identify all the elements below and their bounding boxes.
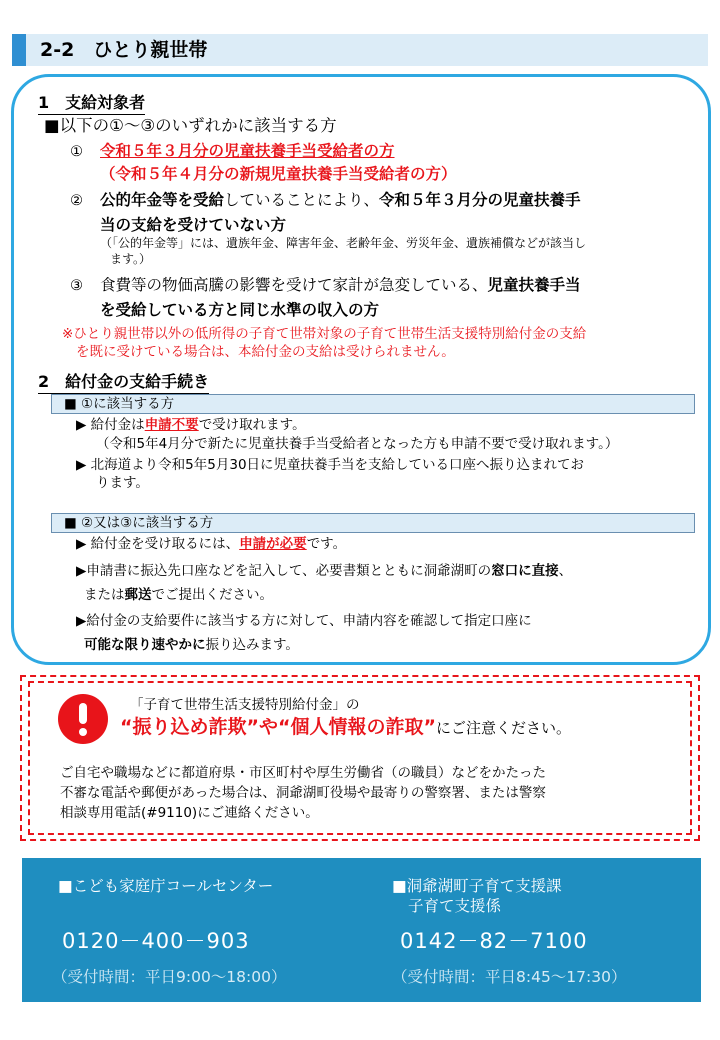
case1-b1-red: 申請不要 xyxy=(144,417,199,433)
warning-body-line1: ご自宅や職場などに都道府県・市区町村や厚生労働省（の職員）などをかたった xyxy=(60,765,546,781)
case2-b1-post: です。 xyxy=(306,536,347,552)
case1-b1-post: で受け取れます。 xyxy=(198,417,306,433)
case2-b2-post: 、 xyxy=(558,563,573,579)
warning-body-line3: 相談専用電話(#9110)にご連絡ください。 xyxy=(60,805,319,821)
case2-bullet3-line2 xyxy=(84,634,299,656)
warning-headline xyxy=(120,713,571,742)
item2-bold2: 令和５年３月分の児童扶養手 xyxy=(379,191,581,209)
case1-header xyxy=(51,394,695,414)
case2-b2-l2-bold: 郵送 xyxy=(124,587,152,603)
case2-bullet1 xyxy=(76,533,346,555)
exclamation-icon xyxy=(58,694,108,744)
contact-left-hours: （受付時間：平日9:00～18:00） xyxy=(52,968,287,986)
contact-right-label: ■洞爺湖町子育て支援課 xyxy=(392,877,562,895)
case2-b2-l2-pre: または xyxy=(84,587,125,603)
case1-bullet2-line1: ▶ 北海道より令和5年5月30日に児童扶養手当を支給している口座へ振り込まれてお xyxy=(76,457,585,473)
section2-heading: 2 給付金の支給手続き xyxy=(38,371,209,394)
warning-headline-tail: にご注意ください。 xyxy=(435,719,571,737)
warning-headline-red: “振り込め詐欺”や“個人情報の詐取” xyxy=(120,716,436,738)
section-title-bar xyxy=(12,34,708,66)
title-accent-bar xyxy=(12,34,26,66)
item2-note-line2: ます。） xyxy=(110,252,152,266)
item3-normal: 食費等の物価高騰の影響を受けて家計が急変している、 xyxy=(100,276,488,294)
page-title: 2-2 ひとり親世帯 xyxy=(40,39,208,61)
case1-bullet2-line2: ります。 xyxy=(96,475,149,491)
item1-line1: 令和５年３月分の児童扶養手当受給者の方 xyxy=(100,142,395,160)
case2-b2-bold: 窓口に直接 xyxy=(491,563,559,579)
item3-number: ③ xyxy=(70,278,83,294)
section1-heading: 1 支給対象者 xyxy=(38,92,145,115)
case1-bullet1 xyxy=(76,415,306,435)
case1-label: ■ ①に該当する方 xyxy=(64,396,175,412)
contact-panel xyxy=(22,858,701,1002)
case2-bullet2-line2 xyxy=(84,584,273,606)
item3-line1 xyxy=(100,273,581,297)
case1-b1-pre: ▶ 給付金は xyxy=(76,417,145,433)
warning-subject: 「子育て世帯生活支援特別給付金」の xyxy=(130,697,360,713)
case2-b1-pre: ▶ 給付金を受け取るには、 xyxy=(76,536,240,552)
case2-b1-red: 申請が必要 xyxy=(239,536,307,552)
item1-number: ① xyxy=(70,144,83,160)
item3-bold: 児童扶養手当 xyxy=(487,276,581,294)
case2-b3-l2-bold: 可能な限り速やかに xyxy=(84,637,206,653)
item2-note-line1: （「公的年金等」には、遺族年金、障害年金、老齢年金、労災年金、遺族補償などが該当し xyxy=(100,236,587,250)
contact-right-hours: （受付時間：平日8:45～17:30） xyxy=(392,968,627,986)
case2-b3-l2-post: 振り込みます。 xyxy=(205,637,299,653)
case1-bullet1-note: （令和5年4月分で新たに児童扶養手当受給者となった方も申請不要で受け取れます。） xyxy=(96,436,619,452)
contact-right-label2: 子育て支援係 xyxy=(408,897,502,915)
item2-number: ② xyxy=(70,193,83,209)
contact-left-phone[interactable]: 0120－400－903 xyxy=(62,929,250,953)
contact-left-label: ■こども家庭庁コールセンター xyxy=(58,877,274,895)
case2-b2-pre: ▶申請書に振込先口座などを記入して、必要書類とともに洞爺湖町の xyxy=(76,563,492,579)
section1-note-line1: ※ひとり親世帯以外の低所得の子育て世帯対象の子育て世帯生活支援特別給付金の支給 xyxy=(62,326,587,342)
case2-b2-l2-post: でご提出ください。 xyxy=(151,587,273,603)
case2-label: ■ ②又は③に該当する方 xyxy=(64,515,214,531)
item2-bold1: 公的年金等を受給 xyxy=(100,191,225,209)
contact-right-phone[interactable]: 0142－82－7100 xyxy=(400,929,588,953)
item2-line2: 当の支給を受けていない方 xyxy=(100,216,287,234)
case2-header xyxy=(51,513,695,533)
case2-bullet2-line1 xyxy=(76,560,572,582)
item2-mid: していることにより、 xyxy=(224,191,380,209)
item1-line2: （令和５年４月分の新規児童扶養手当受給者の方） xyxy=(100,165,457,183)
case2-bullet3-line1: ▶給付金の支給要件に該当する方に対して、申請内容を確認して指定口座に xyxy=(76,613,532,629)
item3-line2: を受給している方と同じ水準の収入の方 xyxy=(100,301,380,319)
section1-intro: ■以下の①～③のいずれかに該当する方 xyxy=(44,116,337,135)
section1-note-line2: を既に受けている場合は、本給付金の支給は受けられません。 xyxy=(76,344,455,360)
warning-body-line2: 不審な電話や郵便があった場合は、洞爺湖町役場や最寄りの警察署、または警察 xyxy=(60,785,546,801)
item2-line1 xyxy=(100,188,581,212)
